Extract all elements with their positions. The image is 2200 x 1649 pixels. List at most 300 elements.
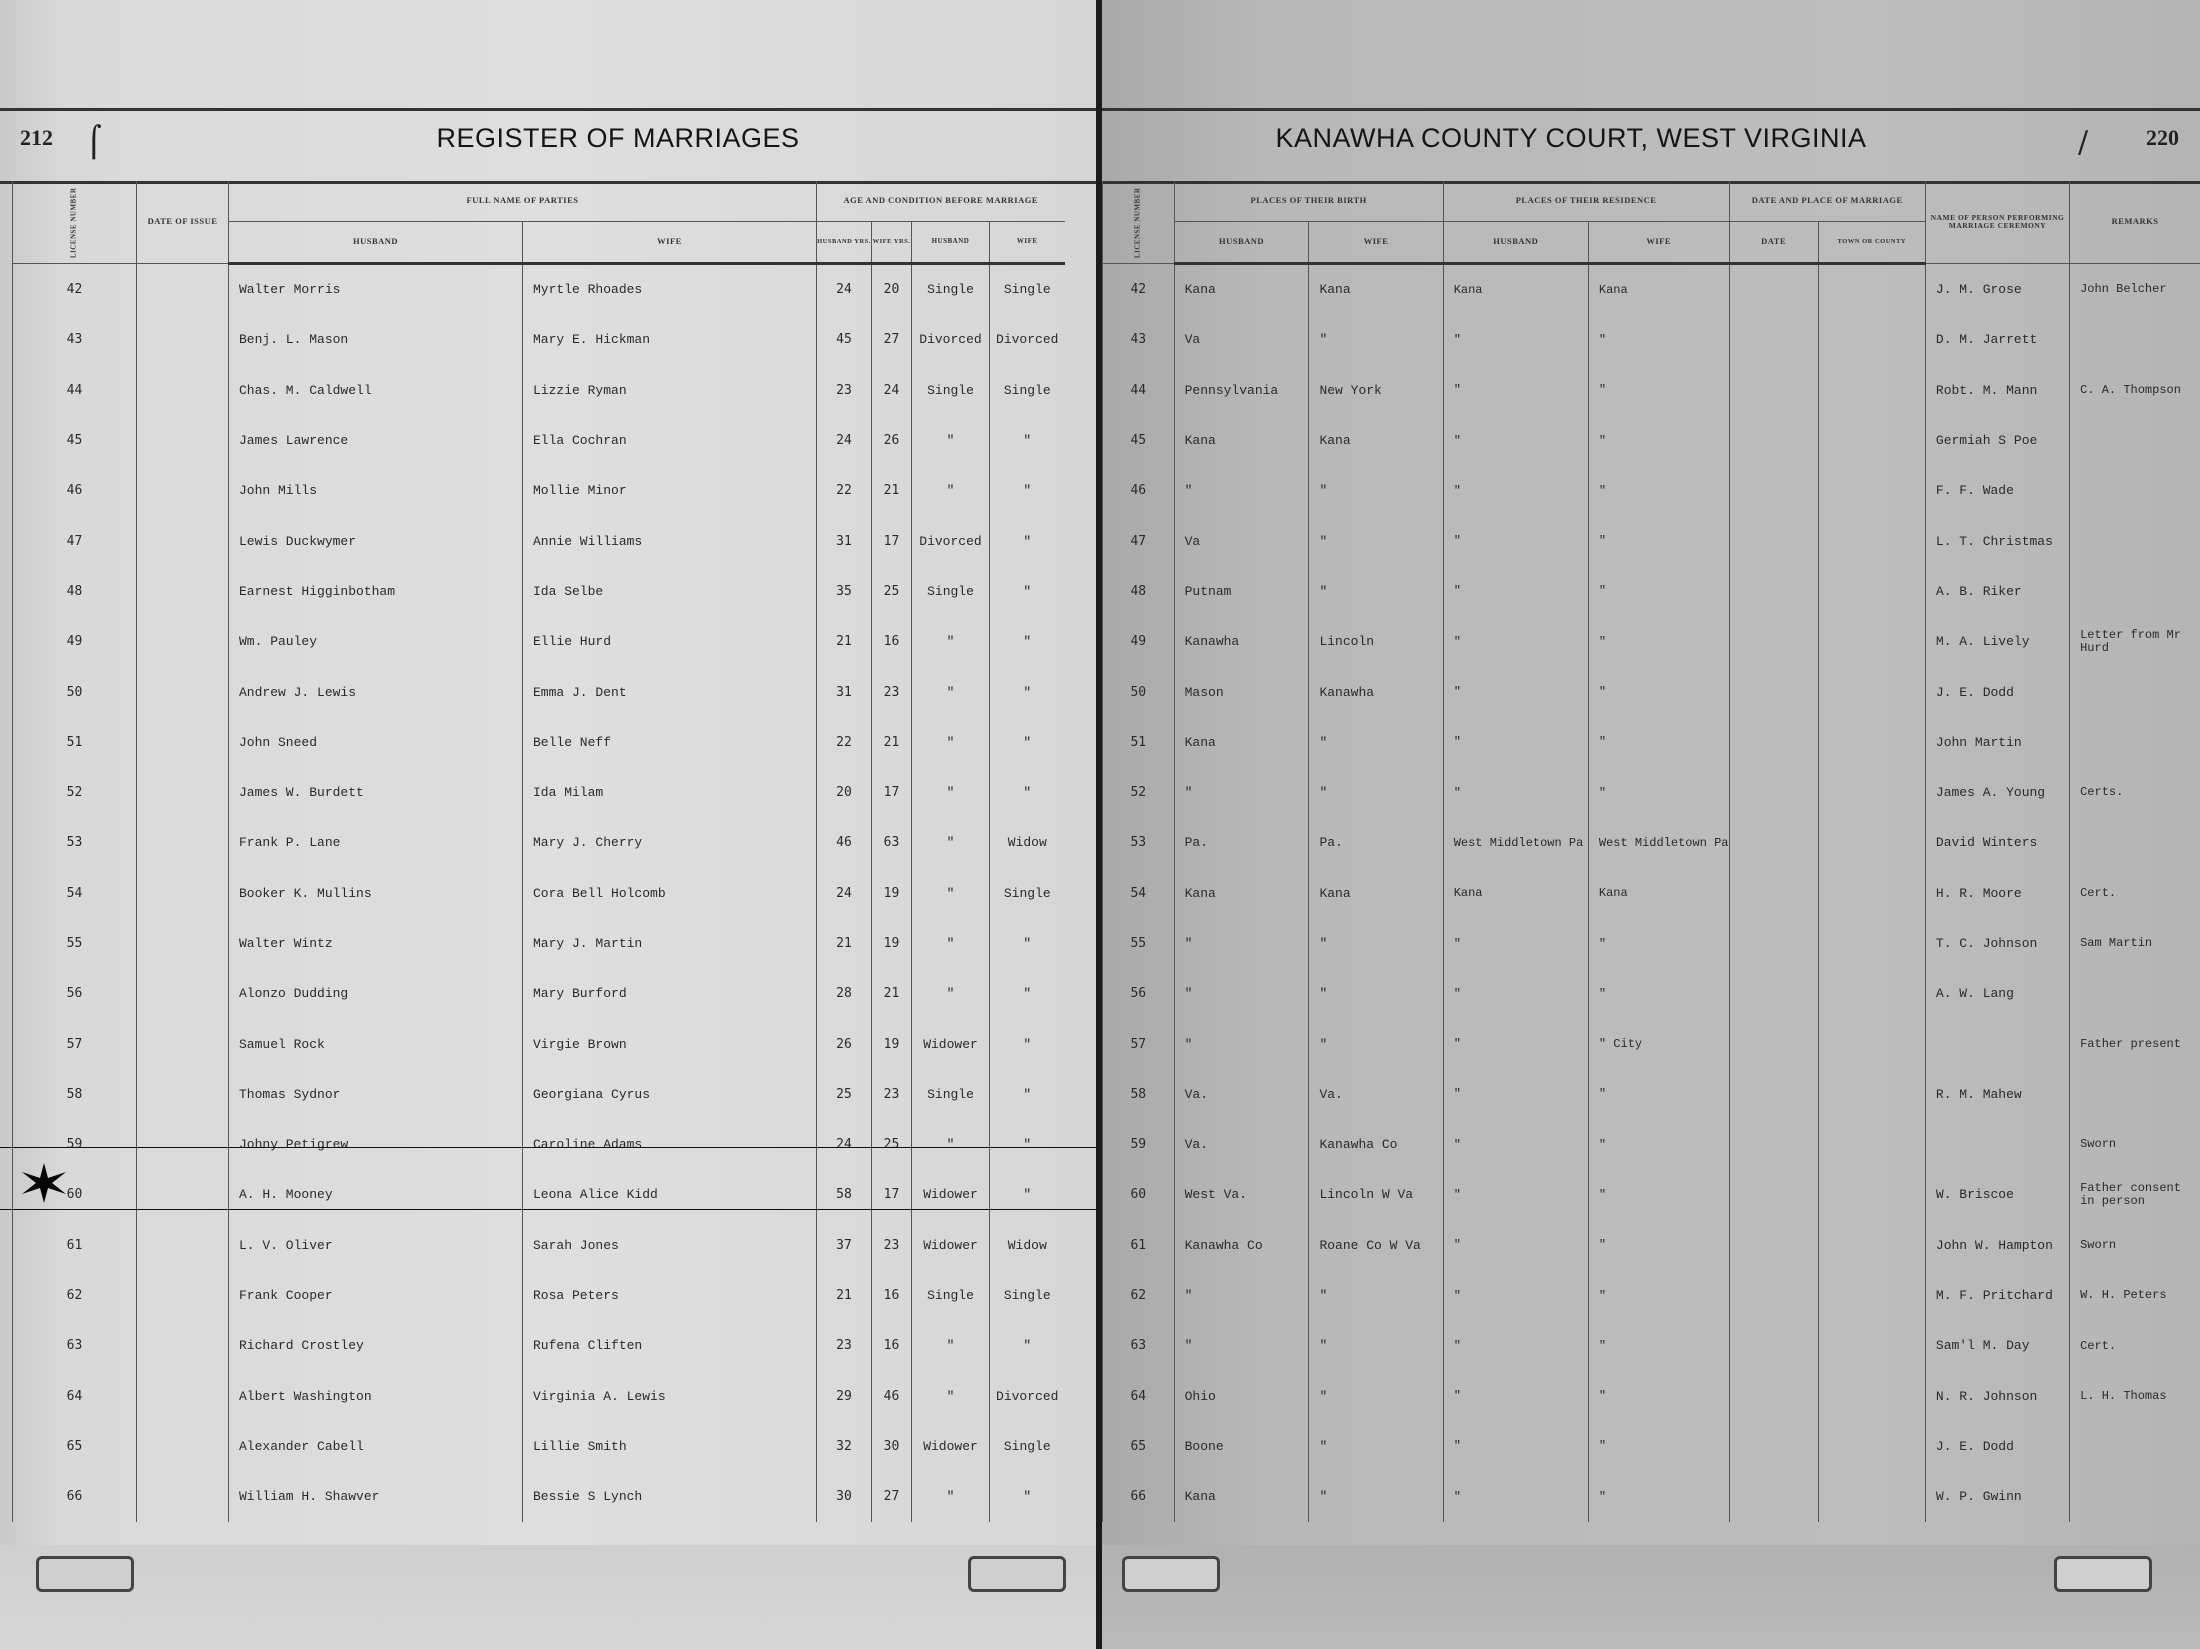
marriage-town-cell: [1818, 667, 1925, 717]
husband-name-cell: James W. Burdett: [229, 767, 523, 817]
marriage-date-cell: [1729, 1270, 1818, 1320]
remarks-cell: [2070, 1069, 2200, 1119]
license-number-cell: 59: [13, 1120, 137, 1170]
license-number-cell: 63: [13, 1321, 137, 1371]
license-number-cell: 52: [1103, 767, 1175, 817]
husband-name-cell: L. V. Oliver: [229, 1220, 523, 1270]
wife-age-cell: 21: [872, 969, 912, 1019]
remarks-cell: Father consent in person: [2070, 1170, 2200, 1220]
husband-condition-cell: ": [912, 617, 990, 667]
date-of-issue-cell: [137, 1321, 229, 1371]
table-row: [13, 263, 1065, 315]
binder-clip-icon: [36, 1556, 134, 1592]
wife-name-cell: Myrtle Rhoades: [523, 263, 817, 315]
husband-condition-cell: ": [912, 868, 990, 918]
marriage-date-cell: [1729, 918, 1818, 968]
wife-name-cell: Ella Cochran: [523, 415, 817, 465]
license-number-cell: 51: [13, 717, 137, 767]
wife-birthplace-cell: Pa.: [1309, 818, 1443, 868]
table-row: [1103, 1270, 2200, 1320]
date-of-issue-cell: [137, 717, 229, 767]
table-row: [1103, 1321, 2200, 1371]
wife-name-cell: Virginia A. Lewis: [523, 1371, 817, 1421]
license-number-cell: 56: [13, 969, 137, 1019]
wife-condition-cell: ": [990, 717, 1065, 767]
col-birth-group: PLACES OF THEIR BIRTH: [1174, 181, 1443, 221]
date-of-issue-cell: [137, 617, 229, 667]
marriage-date-cell: [1729, 1421, 1818, 1471]
marriage-town-cell: [1818, 1270, 1925, 1320]
marriage-town-cell: [1818, 1321, 1925, 1371]
license-number-cell: 47: [13, 516, 137, 566]
remarks-cell: [2070, 1421, 2200, 1471]
date-of-issue-cell: [137, 1472, 229, 1522]
husband-age-cell: 46: [817, 818, 872, 868]
husband-residence-cell: ": [1443, 1019, 1588, 1069]
marriage-town-cell: [1818, 1019, 1925, 1069]
col-condition-wife: WIFE: [990, 221, 1065, 263]
table-row: [1103, 1220, 2200, 1270]
husband-name-cell: Samuel Rock: [229, 1019, 523, 1069]
col-license-number: LICENSE NUMBER: [1103, 181, 1175, 263]
husband-birthplace-cell: ": [1174, 969, 1309, 1019]
officiant-cell: M. A. Lively: [1925, 617, 2069, 667]
marriage-town-cell: [1818, 516, 1925, 566]
wife-age-cell: 23: [872, 1069, 912, 1119]
license-number-cell: 59: [1103, 1120, 1175, 1170]
wife-residence-cell: ": [1588, 466, 1729, 516]
table-row: [1103, 1170, 2200, 1220]
marriage-town-cell: [1818, 1069, 1925, 1119]
col-husband-yrs: HUSBAND YRS.: [817, 221, 872, 263]
remarks-cell: Cert.: [2070, 868, 2200, 918]
wife-name-cell: Cora Bell Holcomb: [523, 868, 817, 918]
wife-age-cell: 63: [872, 818, 912, 868]
col-condition-husband: HUSBAND: [912, 221, 990, 263]
husband-name-cell: A. H. Mooney: [229, 1170, 523, 1220]
date-of-issue-cell: [137, 315, 229, 365]
husband-condition-cell: ": [912, 1371, 990, 1421]
wife-name-cell: Belle Neff: [523, 717, 817, 767]
officiant-cell: Robt. M. Mann: [1925, 365, 2069, 415]
wife-birthplace-cell: ": [1309, 466, 1443, 516]
husband-condition-cell: ": [912, 918, 990, 968]
husband-condition-cell: ": [912, 415, 990, 465]
table-row: [1103, 1421, 2200, 1471]
col-residence-group: PLACES OF THEIR RESIDENCE: [1443, 181, 1729, 221]
marriage-town-cell: [1818, 918, 1925, 968]
officiant-cell: T. C. Johnson: [1925, 918, 2069, 968]
remarks-cell: [2070, 466, 2200, 516]
table-row: [1103, 263, 2200, 315]
marriage-town-cell: [1818, 263, 1925, 315]
remarks-cell: [2070, 1472, 2200, 1522]
husband-age-cell: 21: [817, 1270, 872, 1320]
wife-residence-cell: ": [1588, 667, 1729, 717]
wife-condition-cell: ": [990, 1069, 1065, 1119]
husband-residence-cell: Kana: [1443, 263, 1588, 315]
license-number-cell: 56: [1103, 969, 1175, 1019]
marriage-town-cell: [1818, 1371, 1925, 1421]
husband-condition-cell: ": [912, 969, 990, 1019]
wife-residence-cell: ": [1588, 365, 1729, 415]
remarks-cell: Sam Martin: [2070, 918, 2200, 968]
marriage-date-cell: [1729, 1220, 1818, 1270]
table-row: [13, 1270, 1065, 1320]
wife-name-cell: Caroline Adams: [523, 1120, 817, 1170]
col-wife: WIFE: [523, 221, 817, 263]
wife-name-cell: Mary E. Hickman: [523, 315, 817, 365]
wife-age-cell: 17: [872, 516, 912, 566]
husband-condition-cell: ": [912, 818, 990, 868]
husband-name-cell: Walter Wintz: [229, 918, 523, 968]
remarks-cell: Certs.: [2070, 767, 2200, 817]
wife-age-cell: 23: [872, 1220, 912, 1270]
husband-condition-cell: ": [912, 717, 990, 767]
wife-residence-cell: ": [1588, 566, 1729, 616]
license-number-cell: 46: [1103, 466, 1175, 516]
marriage-date-cell: [1729, 1069, 1818, 1119]
husband-residence-cell: ": [1443, 1421, 1588, 1471]
col-residence-wife: WIFE: [1588, 221, 1729, 263]
husband-residence-cell: ": [1443, 617, 1588, 667]
wife-residence-cell: " City: [1588, 1019, 1729, 1069]
wife-name-cell: Mary J. Cherry: [523, 818, 817, 868]
husband-residence-cell: ": [1443, 918, 1588, 968]
marriage-town-cell: [1818, 969, 1925, 1019]
wife-birthplace-cell: ": [1309, 516, 1443, 566]
officiant-cell: J. E. Dodd: [1925, 1421, 2069, 1471]
wife-name-cell: Leona Alice Kidd: [523, 1170, 817, 1220]
wife-residence-cell: ": [1588, 717, 1729, 767]
license-number-cell: 49: [13, 617, 137, 667]
remarks-cell: [2070, 969, 2200, 1019]
wife-condition-cell: ": [990, 1019, 1065, 1069]
husband-age-cell: 35: [817, 566, 872, 616]
husband-condition-cell: Divorced: [912, 516, 990, 566]
remarks-cell: [2070, 717, 2200, 767]
right-page-number: 220: [2146, 125, 2179, 150]
husband-condition-cell: ": [912, 767, 990, 817]
wife-name-cell: Rufena Cliften: [523, 1321, 817, 1371]
marriage-date-cell: [1729, 667, 1818, 717]
table-row: [13, 1321, 1065, 1371]
officiant-cell: [1925, 1120, 2069, 1170]
table-row: [1103, 415, 2200, 465]
marriage-date-cell: [1729, 516, 1818, 566]
officiant-cell: F. F. Wade: [1925, 466, 2069, 516]
date-of-issue-cell: [137, 1270, 229, 1320]
col-marriage-town: TOWN OR COUNTY: [1818, 221, 1925, 263]
table-row: [13, 466, 1065, 516]
left-register-table: [12, 181, 1065, 1522]
wife-residence-cell: ": [1588, 516, 1729, 566]
marriage-date-cell: [1729, 466, 1818, 516]
officiant-cell: M. F. Pritchard: [1925, 1270, 2069, 1320]
wife-name-cell: Mary Burford: [523, 969, 817, 1019]
husband-condition-cell: Widower: [912, 1170, 990, 1220]
wife-age-cell: 16: [872, 1321, 912, 1371]
husband-condition-cell: ": [912, 1321, 990, 1371]
husband-name-cell: Andrew J. Lewis: [229, 667, 523, 717]
husband-age-cell: 23: [817, 365, 872, 415]
col-marriage-group: DATE AND PLACE OF MARRIAGE: [1729, 181, 1925, 221]
license-number-cell: 44: [1103, 365, 1175, 415]
marriage-date-cell: [1729, 1019, 1818, 1069]
husband-residence-cell: ": [1443, 717, 1588, 767]
license-number-cell: 57: [13, 1019, 137, 1069]
license-number-cell: 50: [1103, 667, 1175, 717]
husband-name-cell: Alexander Cabell: [229, 1421, 523, 1471]
wife-age-cell: 17: [872, 1170, 912, 1220]
husband-age-cell: 24: [817, 415, 872, 465]
wife-name-cell: Georgiana Cyrus: [523, 1069, 817, 1119]
left-page-title: REGISTER OF MARRIAGES: [436, 123, 800, 153]
wife-residence-cell: ": [1588, 767, 1729, 817]
table-row: [1103, 566, 2200, 616]
remarks-cell: Father present: [2070, 1019, 2200, 1069]
husband-birthplace-cell: Kana: [1174, 1472, 1309, 1522]
officiant-cell: W. P. Gwinn: [1925, 1472, 2069, 1522]
wife-name-cell: Ida Selbe: [523, 566, 817, 616]
col-officiant: NAME OF PERSON PERFORMING MARRIAGE CEREMONY: [1925, 181, 2069, 263]
star-marker-icon: [14, 1162, 74, 1204]
wife-birthplace-cell: Va.: [1309, 1069, 1443, 1119]
binder-clip-icon: [968, 1556, 1066, 1592]
marriage-date-cell: [1729, 868, 1818, 918]
officiant-cell: H. R. Moore: [1925, 868, 2069, 918]
license-number-cell: 45: [1103, 415, 1175, 465]
wife-birthplace-cell: ": [1309, 717, 1443, 767]
husband-residence-cell: ": [1443, 516, 1588, 566]
wife-birthplace-cell: ": [1309, 918, 1443, 968]
officiant-cell: N. R. Johnson: [1925, 1371, 2069, 1421]
husband-name-cell: Benj. L. Mason: [229, 315, 523, 365]
wife-age-cell: 27: [872, 315, 912, 365]
wife-residence-cell: ": [1588, 1069, 1729, 1119]
license-number-cell: 51: [1103, 717, 1175, 767]
husband-residence-cell: ": [1443, 1069, 1588, 1119]
husband-birthplace-cell: ": [1174, 1270, 1309, 1320]
marriage-date-cell: [1729, 566, 1818, 616]
wife-birthplace-cell: Lincoln: [1309, 617, 1443, 667]
binder-clip-icon: [2054, 1556, 2152, 1592]
license-number-cell: 46: [13, 466, 137, 516]
marriage-town-cell: [1818, 868, 1925, 918]
license-number-cell: 54: [13, 868, 137, 918]
date-of-issue-cell: [137, 263, 229, 315]
wife-condition-cell: Widow: [990, 1220, 1065, 1270]
wife-condition-cell: ": [990, 969, 1065, 1019]
license-number-cell: 54: [1103, 868, 1175, 918]
table-row: [13, 1421, 1065, 1471]
husband-birthplace-cell: ": [1174, 1019, 1309, 1069]
date-of-issue-cell: [137, 1220, 229, 1270]
table-row: [13, 1019, 1065, 1069]
left-register-page: [0, 0, 1096, 1649]
wife-condition-cell: Divorced: [990, 1371, 1065, 1421]
remarks-cell: John Belcher: [2070, 263, 2200, 315]
table-row: [1103, 516, 2200, 566]
marriage-town-cell: [1818, 617, 1925, 667]
col-marriage-date: DATE: [1729, 221, 1818, 263]
wife-residence-cell: ": [1588, 1170, 1729, 1220]
wife-condition-cell: ": [990, 1321, 1065, 1371]
husband-residence-cell: ": [1443, 767, 1588, 817]
wife-condition-cell: Single: [990, 365, 1065, 415]
license-number-cell: 66: [13, 1472, 137, 1522]
license-number-cell: 44: [13, 365, 137, 415]
husband-residence-cell: ": [1443, 466, 1588, 516]
table-row: [13, 415, 1065, 465]
husband-birthplace-cell: ": [1174, 1321, 1309, 1371]
wife-birthplace-cell: Kanawha Co: [1309, 1120, 1443, 1170]
date-of-issue-cell: [137, 466, 229, 516]
wife-condition-cell: Divorced: [990, 315, 1065, 365]
wife-age-cell: 19: [872, 918, 912, 968]
table-row: [13, 365, 1065, 415]
husband-birthplace-cell: Ohio: [1174, 1371, 1309, 1421]
table-row: [13, 868, 1065, 918]
remarks-cell: [2070, 415, 2200, 465]
husband-name-cell: John Sneed: [229, 717, 523, 767]
wife-birthplace-cell: ": [1309, 1371, 1443, 1421]
husband-age-cell: 31: [817, 516, 872, 566]
col-wife-yrs: WIFE YRS.: [872, 221, 912, 263]
husband-age-cell: 32: [817, 1421, 872, 1471]
officiant-cell: D. M. Jarrett: [1925, 315, 2069, 365]
table-row: [13, 667, 1065, 717]
wife-birthplace-cell: Kana: [1309, 263, 1443, 315]
wife-name-cell: Mollie Minor: [523, 466, 817, 516]
table-row: [13, 1170, 1065, 1220]
license-number-cell: 47: [1103, 516, 1175, 566]
date-of-issue-cell: [137, 1421, 229, 1471]
husband-residence-cell: ": [1443, 1270, 1588, 1320]
wife-condition-cell: ": [990, 1120, 1065, 1170]
husband-name-cell: William H. Shawver: [229, 1472, 523, 1522]
husband-birthplace-cell: West Va.: [1174, 1170, 1309, 1220]
wife-birthplace-cell: Kana: [1309, 868, 1443, 918]
table-row: [1103, 365, 2200, 415]
marriage-date-cell: [1729, 365, 1818, 415]
wife-residence-cell: ": [1588, 1220, 1729, 1270]
date-of-issue-cell: [137, 1120, 229, 1170]
wife-residence-cell: ": [1588, 1120, 1729, 1170]
husband-birthplace-cell: Va.: [1174, 1120, 1309, 1170]
date-of-issue-cell: [137, 818, 229, 868]
husband-name-cell: Chas. M. Caldwell: [229, 365, 523, 415]
binder-clip-icon: [1122, 1556, 1220, 1592]
remarks-cell: Sworn: [2070, 1220, 2200, 1270]
marriage-date-cell: [1729, 263, 1818, 315]
husband-residence-cell: ": [1443, 365, 1588, 415]
marriage-town-cell: [1818, 466, 1925, 516]
husband-residence-cell: Kana: [1443, 868, 1588, 918]
wife-residence-cell: ": [1588, 415, 1729, 465]
husband-name-cell: John Mills: [229, 466, 523, 516]
husband-birthplace-cell: ": [1174, 918, 1309, 968]
wife-residence-cell: ": [1588, 969, 1729, 1019]
husband-name-cell: Booker K. Mullins: [229, 868, 523, 918]
marriage-date-cell: [1729, 1321, 1818, 1371]
marriage-date-cell: [1729, 1371, 1818, 1421]
husband-age-cell: 37: [817, 1220, 872, 1270]
wife-condition-cell: ": [990, 1170, 1065, 1220]
husband-name-cell: Frank P. Lane: [229, 818, 523, 868]
right-register-table: [1102, 181, 2200, 1522]
wife-condition-cell: Widow: [990, 818, 1065, 868]
wife-age-cell: 27: [872, 1472, 912, 1522]
officiant-cell: J. M. Grose: [1925, 263, 2069, 315]
table-row: [13, 617, 1065, 667]
wife-name-cell: Sarah Jones: [523, 1220, 817, 1270]
husband-age-cell: 30: [817, 1472, 872, 1522]
license-number-cell: 66: [1103, 1472, 1175, 1522]
remarks-cell: C. A. Thompson: [2070, 365, 2200, 415]
wife-age-cell: 19: [872, 1019, 912, 1069]
wife-residence-cell: Kana: [1588, 868, 1729, 918]
license-number-cell: 48: [13, 566, 137, 616]
date-of-issue-cell: [137, 969, 229, 1019]
husband-name-cell: Lewis Duckwymer: [229, 516, 523, 566]
wife-age-cell: 19: [872, 868, 912, 918]
table-row: [1103, 818, 2200, 868]
wife-name-cell: Lillie Smith: [523, 1421, 817, 1471]
officiant-cell: A. B. Riker: [1925, 566, 2069, 616]
marriage-town-cell: [1818, 1120, 1925, 1170]
license-number-cell: 50: [13, 667, 137, 717]
right-page-footer: [1102, 1545, 2200, 1649]
marriage-town-cell: [1818, 767, 1925, 817]
license-number-cell: 52: [13, 767, 137, 817]
husband-age-cell: 21: [817, 617, 872, 667]
husband-condition-cell: Single: [912, 1270, 990, 1320]
husband-name-cell: Richard Crostley: [229, 1321, 523, 1371]
marriage-date-cell: [1729, 767, 1818, 817]
col-remarks: REMARKS: [2070, 181, 2200, 263]
table-row: [13, 818, 1065, 868]
col-birth-husband: HUSBAND: [1174, 221, 1309, 263]
remarks-cell: [2070, 667, 2200, 717]
license-number-cell: 60: [1103, 1170, 1175, 1220]
table-row: [13, 1120, 1065, 1170]
husband-condition-cell: ": [912, 667, 990, 717]
husband-name-cell: Alonzo Dudding: [229, 969, 523, 1019]
table-row: [13, 767, 1065, 817]
wife-birthplace-cell: ": [1309, 1321, 1443, 1371]
license-number-cell: 58: [1103, 1069, 1175, 1119]
license-number-cell: 43: [1103, 315, 1175, 365]
col-birth-wife: WIFE: [1309, 221, 1443, 263]
date-of-issue-cell: [137, 1371, 229, 1421]
wife-age-cell: 17: [872, 767, 912, 817]
husband-residence-cell: ": [1443, 1120, 1588, 1170]
date-of-issue-cell: [137, 767, 229, 817]
marriage-date-cell: [1729, 1120, 1818, 1170]
husband-birthplace-cell: Va: [1174, 315, 1309, 365]
husband-birthplace-cell: ": [1174, 466, 1309, 516]
license-number-cell: 48: [1103, 566, 1175, 616]
license-number-cell: 49: [1103, 617, 1175, 667]
husband-name-cell: Frank Cooper: [229, 1270, 523, 1320]
remarks-cell: [2070, 566, 2200, 616]
husband-birthplace-cell: Kanawha: [1174, 617, 1309, 667]
date-of-issue-cell: [137, 918, 229, 968]
license-number-cell: 43: [13, 315, 137, 365]
left-page-footer: [0, 1545, 1096, 1649]
husband-residence-cell: West Middletown Pa: [1443, 818, 1588, 868]
